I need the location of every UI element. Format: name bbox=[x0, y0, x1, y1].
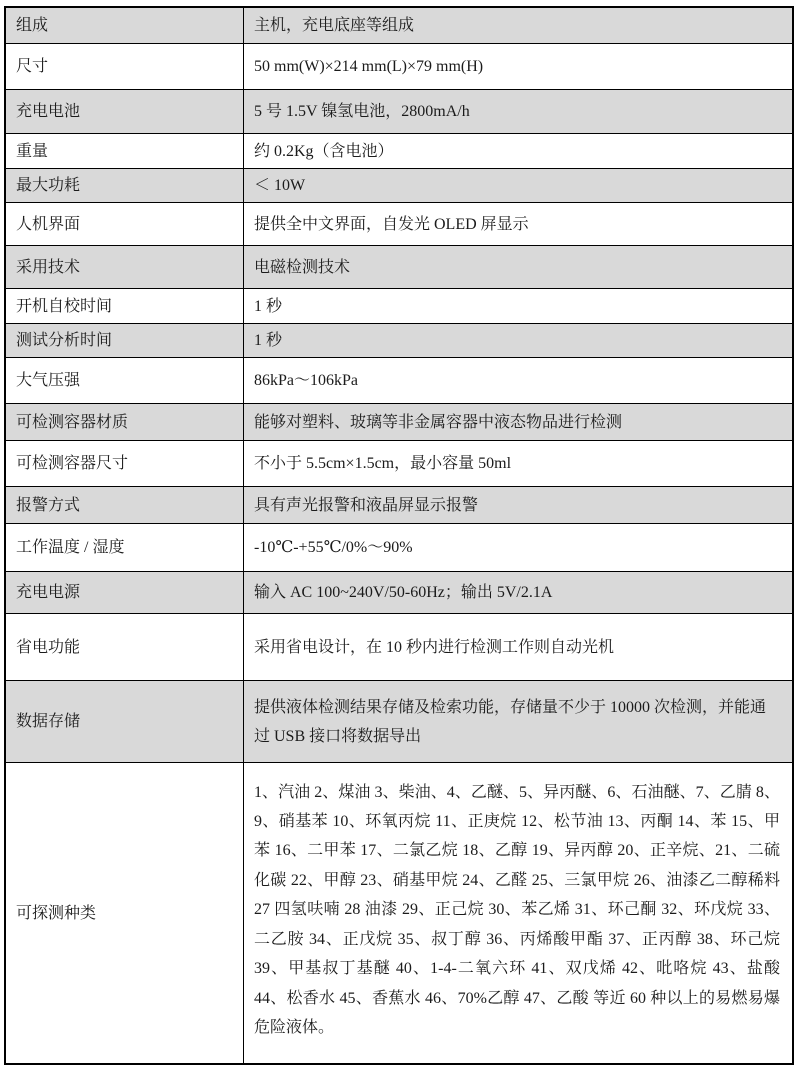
table-row bbox=[5, 358, 793, 404]
spec-label: 省电功能 bbox=[5, 614, 244, 681]
table-row bbox=[5, 404, 793, 441]
spec-label: 报警方式 bbox=[5, 487, 244, 524]
spec-value: 约 0.2Kg（含电池） bbox=[244, 134, 794, 169]
table-row bbox=[5, 524, 793, 572]
spec-label: 充电电池 bbox=[5, 90, 244, 134]
table-row bbox=[5, 246, 793, 289]
table-row bbox=[5, 324, 793, 358]
spec-value: 1 秒 bbox=[244, 289, 794, 324]
spec-value: 50 mm(W)×214 mm(L)×79 mm(H) bbox=[244, 44, 794, 90]
table-row bbox=[5, 90, 793, 134]
table-row bbox=[5, 44, 793, 90]
table-row bbox=[5, 169, 793, 203]
table-row bbox=[5, 487, 793, 524]
spec-value: ＜ 10W bbox=[244, 169, 794, 203]
spec-label: 组成 bbox=[5, 7, 244, 44]
spec-value: 86kPa～106kPa bbox=[244, 358, 794, 404]
spec-label: 采用技术 bbox=[5, 246, 244, 289]
spec-value: 采用省电设计，在 10 秒内进行检测工作则自动光机 bbox=[244, 614, 794, 681]
spec-label: 开机自校时间 bbox=[5, 289, 244, 324]
spec-label: 最大功耗 bbox=[5, 169, 244, 203]
spec-label: 测试分析时间 bbox=[5, 324, 244, 358]
spec-label: 可检测容器材质 bbox=[5, 404, 244, 441]
spec-label: 充电电源 bbox=[5, 572, 244, 614]
spec-value: 主机，充电底座等组成 bbox=[244, 7, 794, 44]
table-row bbox=[5, 441, 793, 487]
table-row bbox=[5, 572, 793, 614]
spec-value: 5 号 1.5V 镍氢电池，2800mA/h bbox=[244, 90, 794, 134]
spec-table-body bbox=[5, 7, 793, 1064]
spec-value: 提供全中文界面，自发光 OLED 屏显示 bbox=[244, 203, 794, 246]
spec-label: 尺寸 bbox=[5, 44, 244, 90]
spec-value: 提供液体检测结果存储及检索功能，存储量不少于 10000 次检测，并能通过 USB 接口将数据导出 bbox=[244, 681, 794, 763]
table-row bbox=[5, 7, 793, 44]
spec-label: 重量 bbox=[5, 134, 244, 169]
spec-table bbox=[4, 6, 794, 1065]
spec-label: 数据存储 bbox=[5, 681, 244, 763]
spec-label: 可探测种类 bbox=[5, 763, 244, 1065]
spec-label: 大气压强 bbox=[5, 358, 244, 404]
table-row bbox=[5, 614, 793, 681]
spec-value: 输入 AC 100~240V/50-60Hz；输出 5V/2.1A bbox=[244, 572, 794, 614]
spec-value: 能够对塑料、玻璃等非金属容器中液态物品进行检测 bbox=[244, 404, 794, 441]
spec-value: 电磁检测技术 bbox=[244, 246, 794, 289]
table-row bbox=[5, 681, 793, 763]
spec-value: 不小于 5.5cm×1.5cm，最小容量 50ml bbox=[244, 441, 794, 487]
spec-value: 具有声光报警和液晶屏显示报警 bbox=[244, 487, 794, 524]
spec-value: 1 秒 bbox=[244, 324, 794, 358]
spec-label: 可检测容器尺寸 bbox=[5, 441, 244, 487]
spec-label: 工作温度 / 湿度 bbox=[5, 524, 244, 572]
table-row bbox=[5, 289, 793, 324]
table-row bbox=[5, 134, 793, 169]
spec-value: -10℃-+55℃/0%～90% bbox=[244, 524, 794, 572]
spec-value: 1、汽油 2、煤油 3、柴油、4、乙醚、5、异丙醚、6、石油醚、7、乙腈 8、9、硝基苯 10、环氧丙烷 11、正庚烷 12、松节油 13、丙酮 14、苯 15、甲苯 16、二甲苯 17、二氯乙烷 18、乙醇 19、异丙醇 20、正辛烷、21、二硫化碳 22、甲醇 23、硝基甲烷 24、乙醛 25、三氯甲烷 26、油漆乙二醇稀料 27 四氢呋喃 28 油漆 29、正己烷 30、苯乙烯 31、环己酮 32、环戊烷 33、二乙胺 34、正戊烷 35、叔丁醇 36、丙烯酸甲酯 37、正丙醇 38、环己烷 39、甲基叔丁基醚 40、1-4-二氧六环 41、双戊烯 42、吡咯烷 43、盐酸 44、松香水 45、香蕉水 46、70%乙醇 47、乙酸 等近 60 种以上的易燃易爆危险液体。 bbox=[244, 763, 794, 1065]
spec-label: 人机界面 bbox=[5, 203, 244, 246]
table-row bbox=[5, 763, 793, 1065]
table-row bbox=[5, 203, 793, 246]
